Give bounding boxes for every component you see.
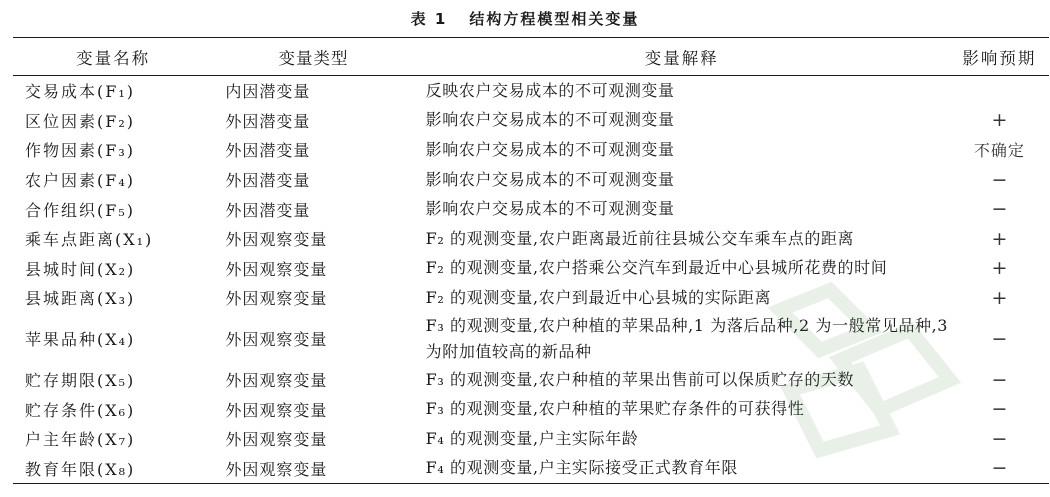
variable-explanation: F₄ 的观测变量,户主实际年龄 bbox=[425, 428, 639, 448]
expected-effect: − bbox=[991, 427, 1008, 450]
expected-effect: − bbox=[991, 168, 1008, 191]
variable-name: 教育年限(X₈) bbox=[25, 459, 136, 479]
table-row bbox=[13, 165, 1049, 195]
table-row bbox=[13, 254, 1049, 284]
variable-type: 外因观察变量 bbox=[225, 289, 328, 309]
header-variable-explanation: 变量解释 bbox=[414, 38, 950, 76]
variable-type: 外因观察变量 bbox=[225, 259, 328, 279]
table-row bbox=[13, 394, 1049, 424]
expected-effect: + bbox=[991, 257, 1008, 280]
expected-effect: − bbox=[991, 457, 1008, 480]
variable-name: 交易成本(F₁) bbox=[25, 82, 136, 102]
variable-type: 外因观察变量 bbox=[225, 330, 328, 350]
variable-name: 作物因素(F₃) bbox=[25, 141, 136, 161]
table-row bbox=[13, 424, 1049, 454]
expected-effect: + bbox=[991, 227, 1008, 250]
variable-explanation: F₃ 的观测变量,农户种植的苹果品种,1 为落后品种,2 为一般常见品种,3 为附加值较高的新品种 bbox=[425, 315, 949, 361]
expected-effect: 不确定 bbox=[973, 141, 1025, 161]
variable-type: 外因观察变量 bbox=[225, 371, 328, 391]
variable-type: 外因潜变量 bbox=[225, 141, 311, 161]
variable-name: 农户因素(F₄) bbox=[25, 171, 136, 191]
variable-name: 区位因素(F₂) bbox=[25, 111, 136, 131]
expected-effect: + bbox=[991, 109, 1008, 132]
variable-type: 外因潜变量 bbox=[225, 111, 311, 131]
variable-explanation: F₂ 的观测变量,农户距离最近前往县城公交车乘车点的距离 bbox=[425, 228, 855, 248]
variable-explanation: F₃ 的观测变量,农户种植的苹果出售前可以保质贮存的天数 bbox=[425, 369, 855, 389]
expected-effect: − bbox=[991, 327, 1008, 350]
variable-explanation: 影响农户交易成本的不可观测变量 bbox=[425, 169, 675, 189]
variable-explanation: F₂ 的观测变量,农户到最近中心县城的实际距离 bbox=[425, 287, 772, 307]
expected-effect: − bbox=[991, 198, 1008, 221]
variable-name: 户主年龄(X₇) bbox=[25, 430, 136, 450]
variable-type: 外因潜变量 bbox=[225, 200, 311, 220]
variable-name: 贮存条件(X₆) bbox=[25, 400, 136, 420]
table-row bbox=[13, 313, 1049, 365]
table-row bbox=[13, 135, 1049, 165]
variable-explanation: 影响农户交易成本的不可观测变量 bbox=[425, 110, 675, 130]
variable-type: 外因观察变量 bbox=[225, 430, 328, 450]
variable-type: 外因观察变量 bbox=[225, 459, 328, 479]
table-row bbox=[13, 194, 1049, 224]
table-caption bbox=[0, 8, 1050, 29]
variable-explanation: F₄ 的观测变量,户主实际接受正式教育年限 bbox=[425, 458, 738, 478]
table-row bbox=[13, 76, 1049, 106]
variable-explanation: 影响农户交易成本的不可观测变量 bbox=[425, 139, 675, 159]
variable-name: 贮存期限(X₅) bbox=[25, 371, 136, 391]
variable-name: 乘车点距离(X₁) bbox=[25, 230, 154, 250]
header-expected-effect: 影响预期 bbox=[950, 38, 1049, 76]
table-row bbox=[13, 106, 1049, 136]
table-title: 结构方程模型相关变量 bbox=[469, 10, 640, 28]
table-number: 表 1 bbox=[410, 10, 448, 28]
expected-effect bbox=[950, 76, 1049, 106]
expected-effect: − bbox=[991, 368, 1008, 391]
variable-type: 外因潜变量 bbox=[225, 171, 311, 191]
variable-type: 内因潜变量 bbox=[225, 82, 311, 102]
expected-effect: − bbox=[991, 398, 1008, 421]
variable-name: 县城时间(X₂) bbox=[25, 259, 136, 279]
variable-name: 县城距离(X₃) bbox=[25, 289, 136, 309]
expected-effect: + bbox=[991, 286, 1008, 309]
variable-name: 苹果品种(X₄) bbox=[25, 330, 136, 350]
header-row bbox=[13, 38, 1049, 76]
variable-explanation: 反映农户交易成本的不可观测变量 bbox=[425, 80, 675, 100]
variable-explanation: 影响农户交易成本的不可观测变量 bbox=[425, 199, 675, 219]
table-row bbox=[13, 365, 1049, 395]
variable-explanation: F₂ 的观测变量,农户搭乘公交汽车到最近中心县城所花费的时间 bbox=[425, 258, 888, 278]
variable-explanation: F₃ 的观测变量,农户种植的苹果贮存条件的可获得性 bbox=[425, 399, 805, 419]
table-row bbox=[13, 454, 1049, 484]
header-variable-type: 变量类型 bbox=[213, 38, 413, 76]
variable-type: 外因观察变量 bbox=[225, 400, 328, 420]
header-variable-name: 变量名称 bbox=[13, 38, 213, 76]
table-row bbox=[13, 283, 1049, 313]
table-row bbox=[13, 224, 1049, 254]
variable-type: 外因观察变量 bbox=[225, 230, 328, 250]
variable-name: 合作组织(F₅) bbox=[25, 200, 136, 220]
variables-table bbox=[13, 37, 1049, 484]
